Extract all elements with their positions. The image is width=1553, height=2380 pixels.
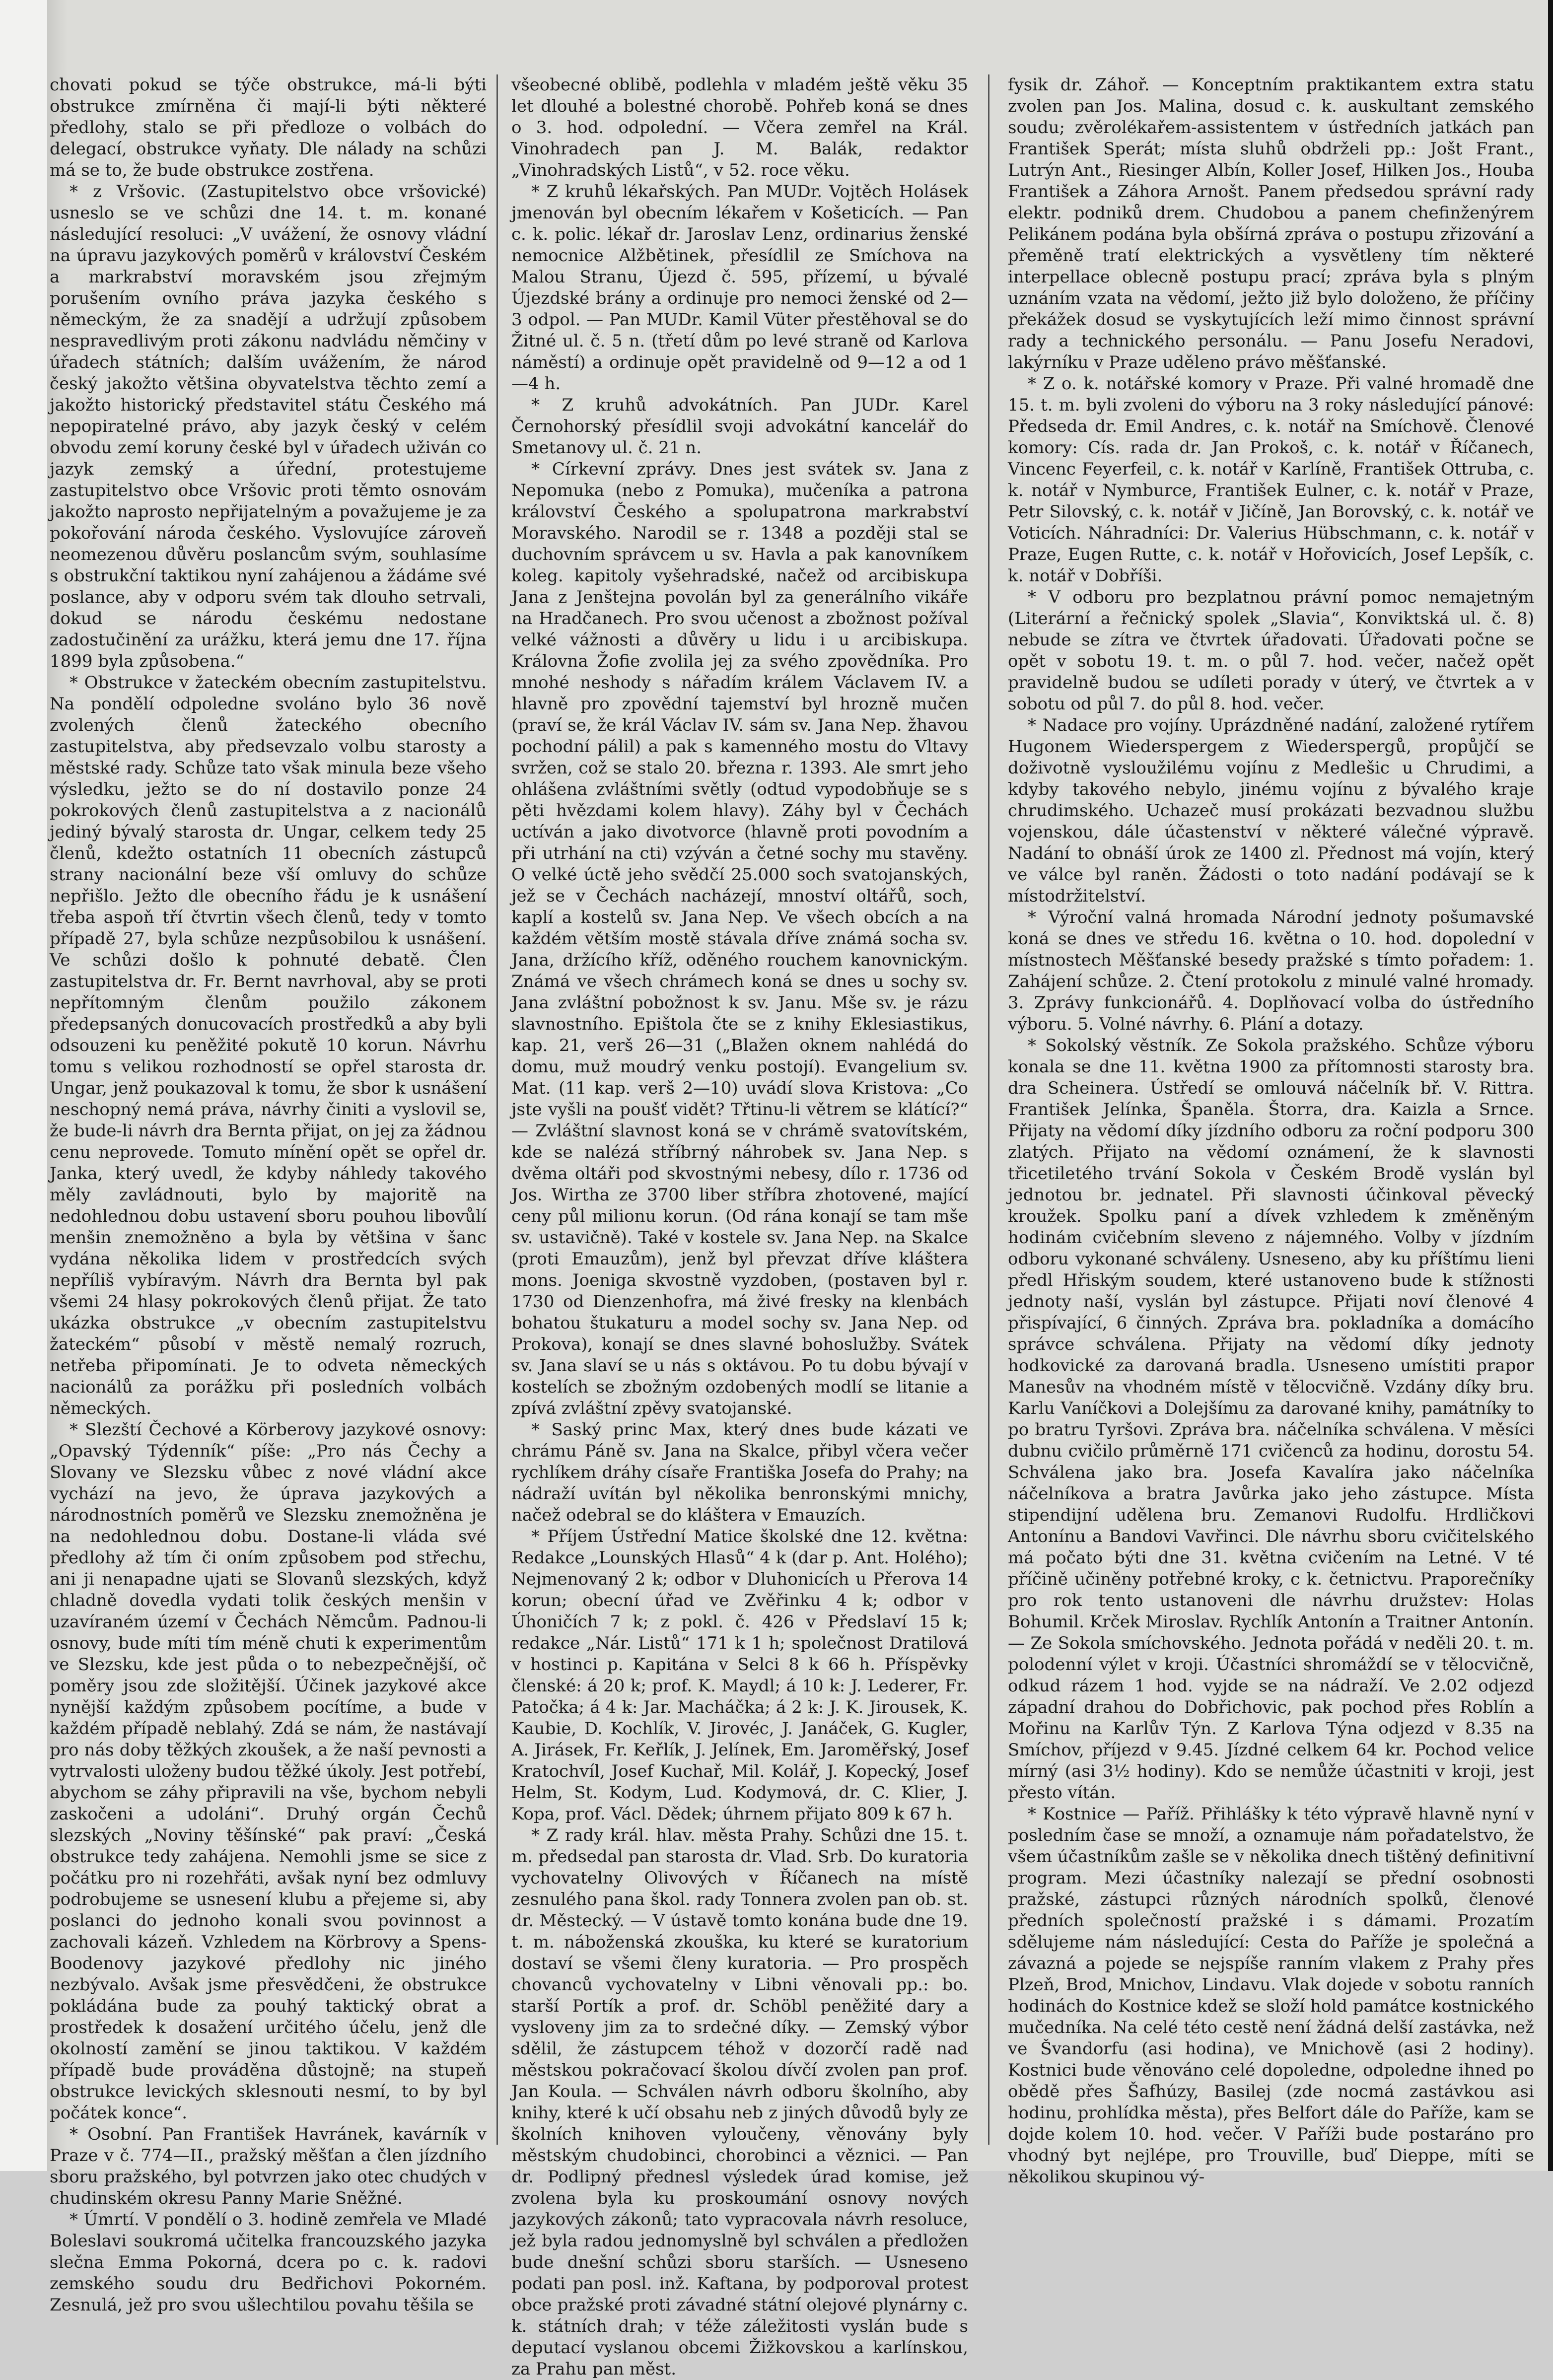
article-paragraph: fysik dr. Záhoř. — Konceptním praktikantem extra statu zvolen pan Jos. Malina, dosud c. k. auskultant zemského soudu; zvěrolékařem-assistentem v ústředních jatkách pan František Sperát; místa sluhů obdrželi pp.: Jošt Frant., Lutrýn Ant., Riesinger Albín, Koller Josef, Hilken Jos., Houba František a Záhora Arnošt. Panem předsedou správní rady elektr. podniků drem. Chudobou a panem chefinženýrem Pelikánem podána byla obšírná zpráva o postupu zřizování a přeměně tratí elektrických a vysvětleny tím některé interpellace oblecně postupu prací; zpráva byla s plným uznáním vzata na vědomí, ježto již bylo doloženo, že příčiny překážek dosud se vyskytujících leží mimo činnost správní rady a technického personálu. — Panu Josefu Neradovi, lakýrníku v Praze uděleno právo měšťanské.	[1008, 75, 1534, 372]
article-paragraph: * Osobní. Pan František Havránek, kavárník v Praze v č. 774—II., pražský měšťan a člen jízdního sboru pražského, byl potvrzen jako otec chudých v chudinském okresu Panny Marie Sněžné.	[50, 2124, 487, 2208]
article-paragraph: * Církevní zprávy. Dnes jest svátek sv. Jana z Nepomuka (nebo z Pomuka), mučeníka a patrona království Českého a spolupatrona markrabství Moravského. Narodil se r. 1348 a později stal se duchovním správcem u sv. Havla a pak kanovníkem koleg. kapitoly vyšehradské, načež od arcibiskupa Jana z Jenštejna povolán byl za generálního vikáře na Hradčanech. Pro svou učenost a zbožnost požíval velké vážnosti a důvěry u lidu i u arcibiskupa. Královna Žofie zvolila jej za svého zpovědníka. Pro mnohé neshody s nářadím králem Václavem IV. a hlavně pro zpovědní tajemství byl hrozně mučen (praví se, že král Václav IV. sám sv. Jana Nep. žhavou pochodní pálil) a pak s kamenného mostu do Vltavy svržen, což se stalo 20. března r. 1393. Ale smrt jeho ohlášena zvláštními světly (odtud vypodobňuje se s pěti hvězdami kolem hlavy). Záhy byl v Čechách uctíván a jako divotvorce (hlavně proti povodním a při utrhání na cti) vzýván a četné sochy mu stavěny. O velké úctě jeho svědčí 25.000 soch svatojanských, jež se v Čechách nacházejí, mnoství oltářů, soch, kaplí a kostelů sv. Jana Nep. Ve všech obcích a na každém větším mostě stávala dříve známá socha sv. Jana, držícího kříž, oděného rouchem kanovnickým. Známá ve všech chrámech koná se dnes u sochy sv. Jana zvláštní pobožnost k sv. Janu. Mše sv. je rázu slavnostního. Epištola čte se z knihy Eklesiastikus, kap. 21, verš 26—31 („Blažen oknem nahlédá do domu, muž moudrý venku postojí). Evangelium sv. Mat. (11 kap. verš 2—10) uvádí slova Kristova: „Co jste vyšli na poušť vidět? Třtinu-li větrem se klátící?“ — Zvláštní slavnost koná se v chrámě svatovítském, kde se nalézá stříbrný náhrobek sv. Jana Nep. s dvěma oltáři pod skvostnými nebesy, dílo r. 1736 od Jos. Wirtha ze 3700 liber stříbra zhotovené, mající ceny půl milionu korun. (Od rána konají se tam mše sv. ustavičně). Také v kostele sv. Jana Nep. na Skalce (proti Emauzům), jenž byl převzat dříve kláštera mons. Joeniga skvostně vyzdoben, (postaven byl r. 1730 od Dienzenhofra, má živé fresky na klenbách bohatou štukaturu a model sochy sv. Jana Nep. od Prokova), konají se dnes slavné bohoslužby. Svátek sv. Jana slaví se u nás s oktávou. Po tu dobu bývají v kostelích se zbožným ozdobených modlí se litanie a zpívá zvláštní zpěvy svatojanské.	[511, 459, 968, 1418]
article-paragraph: * Saský princ Max, který dnes bude kázati ve chrámu Páně sv. Jana na Skalce, přibyl včera večer rychlíkem dráhy císaře Františka Josefa do Prahy; na nádraží uvítán byl několika benronskými mnichy, načež odebral se do kláštera v Emauzích.	[511, 1420, 968, 1525]
article-paragraph: * Nadace pro vojíny. Uprázdněné nadání, založené rytířem Hugonem Wiederspergem z Wiederspergů, propůjčí se doživotně vysloužilému vojínu z Medlešic u Chrudimi, a kdyby takového nebylo, jinému vojínu z bývalého kraje chrudimského. Uchazeč musí prokázati bezvadnou službu vojenskou, dále účastenství v některé válečné výpravě. Nadání to obnáší úrok ze 1400 zl. Přednost má vojín, který ve válce byl raněn. Žádosti o toto nadání podávají se k místodržitelství.	[1008, 715, 1534, 906]
article-paragraph: * Z kruhů lékařských. Pan MUDr. Vojtěch Holásek jmenován byl obecním lékařem v Košeticích. — Pan c. k. polic. lékař dr. Jaroslav Lenz, ordinarius ženské nemocnice Alžbětinek, přesídlil ze Smíchova na Malou Stranu, Újezd č. 595, přízemí, u bývalé Újezdské brány a ordinuje pro nemoci ženské od 2—3 odpol. — Pan MUDr. Kamil Vüter přestěhoval se do Žitné ul. č. 5 n. (třetí dům po levé straně od Karlova náměstí) a ordinuje opět pravidelně od 9—12 a od 1—4 h.	[511, 182, 968, 394]
article-paragraph: * Sokolský věstník. Ze Sokola pražského. Schůze výboru konala se dne 11. května 1900 za přítomnosti starosty bra. dra Scheinera. Ústředí se omlouvá náčelník bř. V. Rittra. František Jelínka, Španěla. Štorra, dra. Kaizla a Srnce. Přijaty na vědomí díky jízdního odboru za roční podporu 300 zlatých. Přijato na vědomí oznámení, že k slavnosti třicetiletého trvání Sokola v Českém Brodě vyslán byl jednotou br. jednatel. Při slavnosti účinkoval pěvecký kroužek. Spolku paní a dívek vzhledem k změněným hodinám cvičebním sleveno z nájemného. Volby v jízdním odboru vykonané schváleny. Usneseno, aby ku příštímu lieni předl Hřiským soudem, které ustanoveno bude k stížnosti jednoty naší, vyslán byl zástupce. Přijati noví členové 4 přispívající, 6 činných. Zpráva bra. pokladníka a domácího správce schválena. Přijaty na vědomí díky jednoty hodkovické za darovaná bradla. Usneseno umístiti prapor Manesův na vhodném místě v tělocvičně. Vzdány díky bru. Karlu Vaníčkovi a Dolejšímu za darované knihy, památníky to po bratru Tyršovi. Zpráva bra. náčelníka schválena. V měsíci dubnu cvičilo průměrně 171 cvičenců za hodinu, dorostu 54. Schválena jako bra. Josefa Kavalíra jako náčelníka náčelníkova a bratra Javůrka jako jeho zástupce. Místa stipendijní udělena bru. Zemanovi Rudolfu. Hrdličkovi Antonínu a Bandovi Vavřinci. Dle návrhu sboru cvičitelského má počato býti dne 31. května cvičením na Letné. V té příčině učiněny potřebné kroky, c k. četnictvu. Praporečníky pro rok tento ustanoveni dle návrhu družstev: Holas Bohumil. Krček Miroslav. Rychlík Antonín a Traitner Antonín. — Ze Sokola smíchovského. Jednota pořádá v neděli 20. t. m. polodenní výlet v kroji. Účastníci shromáždí se v tělocvičně, odkud rázem 1 hod. vyjde se na nádraží. Ve 2.02 odjezd západní drahou do Dobřichovic, pak pochod přes Roblín a Mořinu na Karlův Týn. Z Karlova Týna odjezd v 8.35 na Smíchov, příjezd v 9.45. Jízdné celkem 64 kr. Pochod velice mírný (asi 3½ hodiny). Kdo se nemůže účastniti v kroji, jest přesto vítán.	[1008, 1036, 1534, 1803]
article-paragraph: všeobecné oblibě, podlehla v mladém ještě věku 35 let dlouhé a bolestné chorobě. Pohřeb koná se dnes o 3. hod. odpolední. — Včera zemřel na Král. Vinohradech pan J. M. Balák, redaktor „Vinohradských Listů“, v 52. roce věku.	[511, 75, 968, 180]
article-paragraph: * Kostnice — Paříž. Přihlášky k této výpravě hlavně nyní v posledním čase se množí, a oznamuje nám pořadatelstvo, že všem účastníkům zašle se v několika dnech tištěný definitivní program. Mezi účastníky nalezají se přední osobnosti pražské, zástupci různých národních spolků, členové předních společností pražské i s dámami. Prozatím sdělujeme nám následující: Cesta do Paříže je společná a závazná a pojede se nejspíše ranním vlakem z Prahy přes Plzeň, Brod, Mnichov, Lindavu. Vlak dojede v sobotu ranních hodinách do Kostnice kdež se složí hold památce kostnického mučedníka. Na celé této cestě není žádná delší zastávka, než ve Švandorfu (asi hodina), ve Mnichově (asi 2 hodiny). Kostnici bude věnováno celé dopoledne, odpoledne ihned po obědě přes Šafhúzy, Basilej (zde nocmá zastávkou asi hodinu, prohlídka města), přes Belfort dále do Paříže, kam se dojde kolem 10. hod. večer. V Paříži bude postaráno pro vhodný byt nejlépe, pro Trouville, buď Dieppe, míti se několikou skupinou vý-	[1008, 1804, 1534, 2187]
article-paragraph: * Z kruhů advokátních. Pan JUDr. Karel Černohorský přesídlil svoji advokátní kancelář do Smetanovy ul. č. 21 n.	[511, 395, 968, 458]
article-paragraph: * z Vršovic. (Zastupitelstvo obce vršovické) usneslo se ve schůzi dne 14. t. m. konané následující resoluci: „V uvážení, že osnovy vládní na úpravu jazykových poměrů v království Českém a markrabství moravském jsou zřejmým porušením ovního práva jazyka českého s německým, že za snadějí a udržují způsobem nespravedlivým proti zákonu nadvládu němčiny v úřadech státních; dalším uvážením, že národ český jakožto většina obyvatelstva těchto zemí a jakožto historický představitel státu Českého má nepopiratelné právo, aby jazyk český v celém obvodu zemí koruny české byl v úřadech uživán co jazyk zemský a úřední, protestujeme zastupitelstvo obce Vršovic proti těmto osnovám jakožto naprosto nepřijatelným a považujeme je za pokořování národa českého. Vyslovujíce zároveň neomezenou důvěru poslancům svým, souhlasíme s obstrukční taktikou nyní zahájenou a žádáme své poslance, aby v odporu svém tak dlouho setrvali, dokud se národu českému nedostane zadostučinění za urážku, která jemu dne 17. října 1899 byla způsobena.“	[50, 182, 487, 671]
column-rule	[988, 74, 989, 2145]
left-margin	[0, 0, 47, 2171]
article-paragraph: * V odboru pro bezplatnou právní pomoc nemajetným (Literární a řečnický spolek „Slavia“, Konviktská ul. č. 8) nebude se zítra ve čtvrtek úřadovati. Úřadovati počne se opět v sobotu 19. t. m. o půl 7. hod. večer, načež opět pravidelně budou se udíleti porady v úterý, ve čtvrtek a v sobotu od půl 7. do půl 8. hod. večer.	[1008, 587, 1534, 714]
right-border	[1548, 0, 1553, 2171]
column-1	[50, 74, 487, 2315]
article-paragraph: * Slezští Čechové a Körberovy jazykové osnovy: „Opavský Týdenník“ píše: „Pro nás Čechy a Slovany ve Slezsku vůbec z nové vládní akce vychází na jevo, že úprava jazykových a národnostních poměrů ve Slezsku znemožněna je na nedohlednou dobu. Dostane-li vláda své předlohy až tím či oním způsobem pod střechu, ani ji nenapadne ujati se Slovanů slezských, když chladně dovedla vydati tolik českých menšin v uzavíraném území v Čechách Němcům. Padnou-li osnovy, bude míti tím méně chuti k experimentům ve Slezsku, kde jest půda o to nebezpečnější, oč poměry jsou zde složitější. Účinek jazykové akce nynější každým způsobem pocítíme, a bude v každém případě neblahý. Zdá se nám, že nastávají pro nás doby těžkých zkoušek, a že naší pevnosti a vytrvalosti uloženy budou těžké úkoly. Jest potřebí, abychom se záhy připravili na vše, bychom nebyli zaskočeni a udoláni“. Druhý orgán Čechů slezských „Noviny těšínské“ pak praví: „Česká obstrukce tedy zahájena. Nemohli jsme se sice z počátku pro ni rozehřáti, avšak nyní bez odmluvy podrobujeme se usnesení klubu a přejeme si, aby poslanci do jednoho konali svou povinnost a zachovali kázeň. Vzhledem na Körbrovy a Spens-Boodenovy jazykové předlohy nic jiného nezbývalo. Avšak jsme přesvědčeni, že obstrukce pokládána bude za pouhý taktický obrat a prostředek k dosažení určitého účelu, jenž dle okolností zamění se jinou taktikou. V každém případě bude prováděna důstojně; na stupeň obstrukce levických sklesnouti nesmí, to by byl počátek konce“.	[50, 1420, 487, 2123]
column-rule	[496, 74, 498, 2145]
column-2	[511, 74, 968, 2379]
article-paragraph: chovati pokud se týče obstrukce, má-li býti obstrukce zmírněna či mají-li býti některé předlohy, stalo se při předloze o volbách do delegací, obstrukce vyňaty. Dle nálady na schůzi má se to, že bude obstrukce zostřena.	[50, 75, 487, 180]
article-paragraph: * Z rady král. hlav. města Prahy. Schůzi dne 15. t. m. předsedal pan starosta dr. Vlad. Srb. Do kuratoria vychovatelny Olivových v Říčanech na místě zesnulého pana škol. rady Tonnera zvolen pan ob. st. dr. Městecký. — V ústavě tomto konána bude dne 19. t. m. náboženská zkouška, ku které se kuratorium dostaví se všemi členy kuratoria. — Pro prospěch chovanců vychovatelny v Libni věnovali pp.: bo. starší Portík a prof. dr. Schöbl peněžité dary a vysloveny jim za to srdečné díky. — Zemský výbor sdělil, že zástupcem téhož v dozorčí radě nad městskou pokračovací školou dívčí zvolen pan prof. Jan Koula. — Schválen návrh odboru školního, aby knihy, které k učí obsahu neb z jiných důvodů byly ze školních knihoven vyloučeny, věnovány byly městským chudobinci, chorobinci a věznici. — Pan dr. Podlipný přednesl výsledek úrad komise, jež zvolena byla ku proskoumání osnovy nových jazykových zákonů; tato vypracovala návrh resoluce, jež byla radou jednomyslně byl schválen a předložen bude dnešní schůzi sboru starších. — Usneseno podati pan posl. inž. Kaftana, by podporoval protest obce pražské proti závadné státní olejové plynárny c. k. státních drah; v téže záležitosti vyslán bude s deputací vyslanou obcemi Žižkovskou a karlínskou, za Prahu pan měst.	[511, 1825, 968, 2379]
article-paragraph: * Příjem Ústřední Matice školské dne 12. května: Redakce „Lounských Hlasů“ 4 k (dar p. Ant. Holého); Nejmenovaný 2 k; odbor v Dluhonicích u Přerova 14 korun; obecní úřad ve Zvěřinku 4 k; odbor v Úhoničích 7 k; z pokl. č. 426 v Předslaví 15 k; redakce „Nár. Listů“ 171 k 1 h; společnost Dratilová v hostinci p. Kapitána v Selci 8 k 66 h. Příspěvky členské: á 20 k; prof. K. Maydl; á 10 k: J. Lederer, Fr. Patočka; á 4 k: Jar. Macháčka; á 2 k: J. K. Jirousek, K. Kaubie, D. Kochlík, V. Jirovéc, J. Janáček, G. Kugler, A. Jirásek, Fr. Keřlík, J. Jelínek, Em. Jaroměřský, Josef Kratochvíl, Josef Kuchař, Mil. Kolář, J. Kopecký, Josef Helm, St. Kodym, Lud. Kodymová, dr. C. Klier, J. Kopa, prof. Václ. Dědek; úhrnem přijato 809 k 67 h.	[511, 1527, 968, 1824]
article-paragraph: * Z o. k. notářské komory v Praze. Při valné hromadě dne 15. t. m. byli zvoleni do výboru na 3 roky následující pánové: Předseda dr. Emil Andres, c. k. notář na Smíchově. Členové komory: Cís. rada dr. Jan Prokoš, c. k. notář v Říčanech, Vincenc Feyerfeil, c. k. notář v Karlíně, František Ottruba, c. k. notář v Nymburce, František Eulner, c. k. notář v Praze, Petr Silovský, c. k. notář v Jičíně, Jan Borovský, c. k. notář ve Voticích. Náhradníci: Dr. Valerius Hübschmann, c. k. notář v Praze, Eugen Rutte, c. k. notář v Hořovicích, Josef Lepšík, c. k. notář v Dobříši.	[1008, 374, 1534, 586]
column-3	[1008, 74, 1534, 2187]
article-paragraph: * Úmrtí. V pondělí o 3. hodině zemřela ve Mladé Boleslavi soukromá učitelka francouzského jazyka slečna Emma Pokorná, dcera po c. k. radovi zemského soudu dru Bedřichovi Pokorném. Zesnulá, jež pro svou ušlechtilou povahu těšila se	[50, 2210, 487, 2315]
article-paragraph: * Obstrukce v žateckém obecním zastupitelstvu. Na pondělí odpoledne svoláno bylo 36 nově zvolených členů žateckého obecního zastupitelstva, aby předsevzalo volbu starosty a městské rady. Schůze tato však minula beze všeho výsledku, ježto se do ní dostavilo ponze 24 pokrokových členů zastupitelstva a z nacionálů jediný bývalý starosta dr. Ungar, celkem tedy 25 členů, kdežto ostatních 11 obecních zástupců strany nacionální beze vší omluvy do schůze nepřišlo. Ježto dle obecního řádu je k usnášení třeba aspoň tří čtvrtin všech členů, tedy v tomto případě 27, byla schůze nezpůsobilou k usnášení. Ve schůzi došlo k pohnuté debatě. Člen zastupitelstva dr. Fr. Bernt navrhoval, aby se proti nepřítomným členům použilo zákonem předepsaných donucovacích prostředků a aby byli odsouzeni ku peněžité pokutě 10 korun. Návrhu tomu s velikou rozhodností se opřel starosta dr. Ungar, jenž poukazoval k tomu, že sbor k usnášení neschopný nemá práva, návrhy činiti a vyslovil se, že bude-li návrh dra Bernta přijat, on jej za žádnou cenu neprovede. Tomuto mínění opět se opřel dr. Janka, který uvedl, že kdyby náhledy takového měly zavládnouti, bylo by majoritě na nedohlednou dobu ustavení sboru pouhou libovůlí menšin znemožněno a byla by většina v šanc vydána několika lidem v prostředcích svých nepříliš vybíravým. Návrh dra Bernta byl pak všemi 24 hlasy pokrokových členů přijat. Že tato ukázka obstrukce „v obecním zastupitelstvu žateckém“ působí v městě nemalý rozruch, netřeba připomínati. Je to odveta německých nacionálů za porážku při posledních volbách německých.	[50, 673, 487, 1418]
article-paragraph: * Výroční valná hromada Národní jednoty pošumavské koná se dnes ve středu 16. května o 10. hod. dopolední v místnostech Měšťanské besedy pražské s tímto pořadem: 1. Zahájení schůze. 2. Čtení protokolu z minulé valné hromady. 3. Zprávy funkcionářů. 4. Doplňovací volba do ústředního výboru. 5. Volné návrhy. 6. Plání a dotazy.	[1008, 908, 1534, 1034]
